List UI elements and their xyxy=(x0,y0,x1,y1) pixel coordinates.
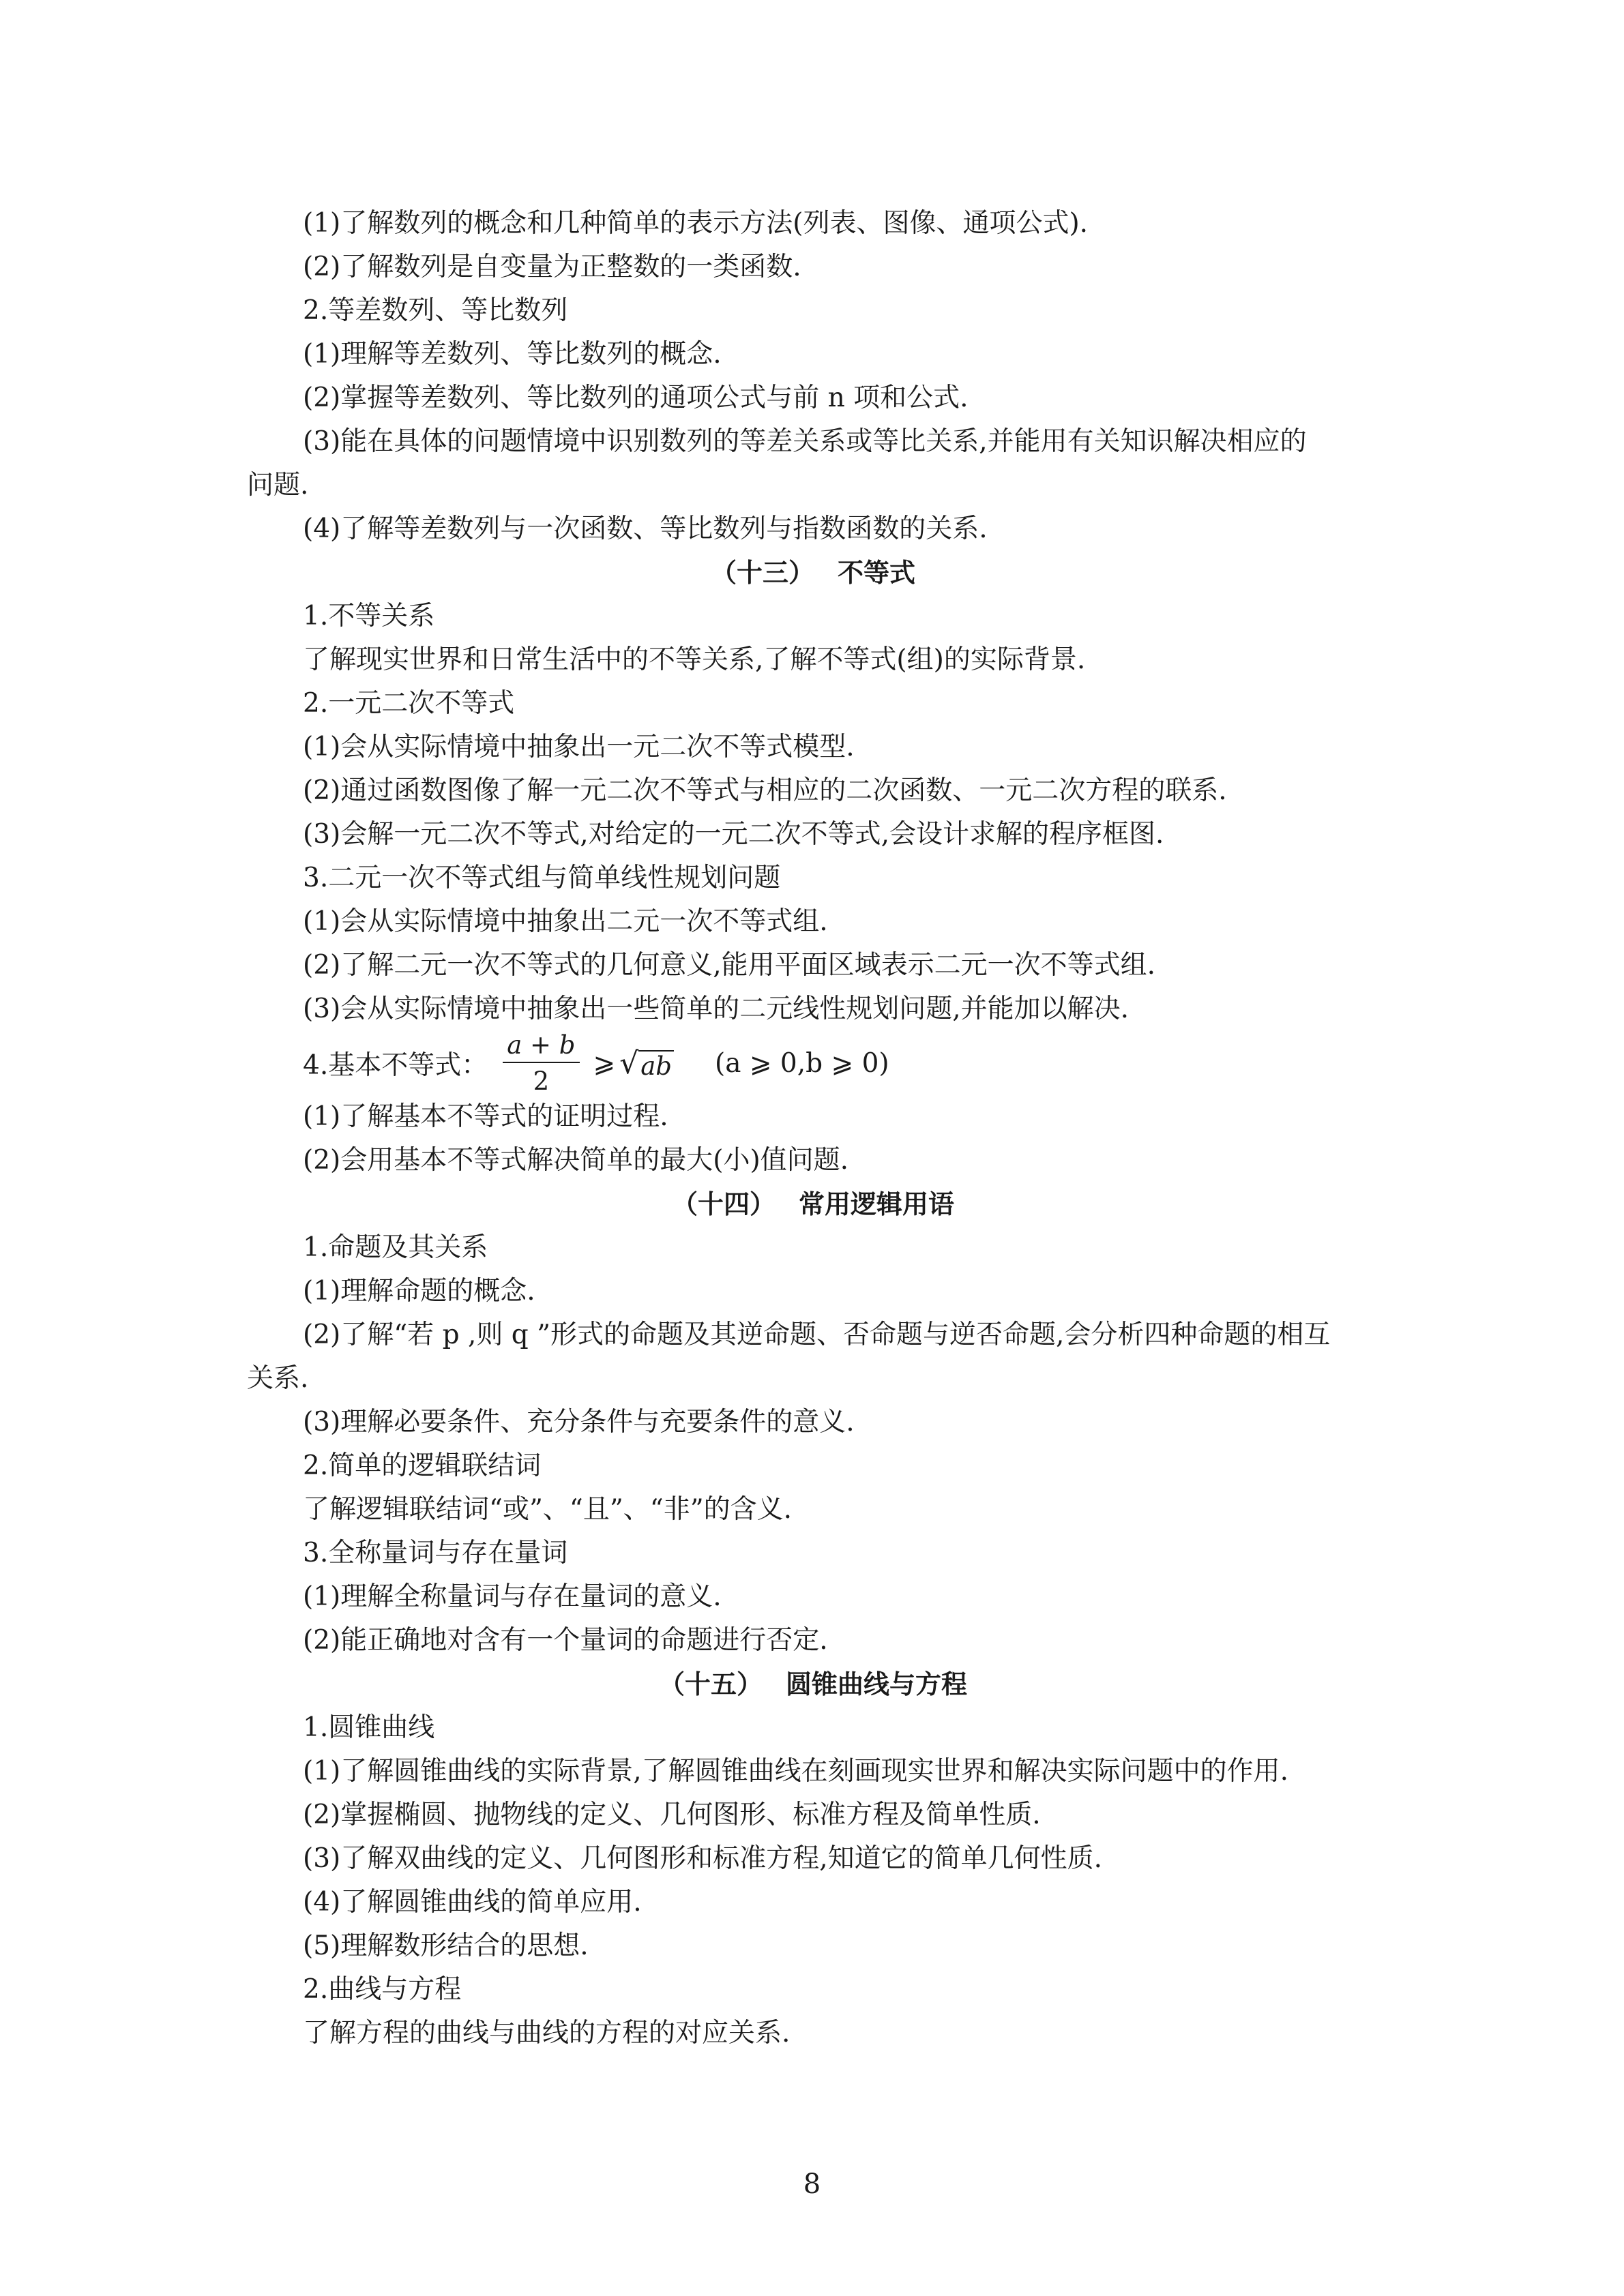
section-title: 不等式 xyxy=(838,558,916,588)
text-line: (1)了解基本不等式的证明过程. xyxy=(303,1101,668,1132)
formula-condition: (a ⩾ 0,b ⩾ 0) xyxy=(714,1047,889,1079)
text-line: (2)会用基本不等式解决简单的最大(小)值问题. xyxy=(303,1145,849,1176)
fraction xyxy=(503,1032,579,1094)
text-line: (1)理解全称量词与存在量词的意义. xyxy=(303,1581,722,1612)
text-line: (2)能正确地对含有一个量词的命题进行否定. xyxy=(303,1625,828,1656)
text-line-continued: 问题. xyxy=(247,470,309,501)
text-line: (2)了解二元一次不等式的几何意义,能用平面区域表示二元一次不等式组. xyxy=(303,950,1156,981)
text-line: (1)了解数列的概念和几种简单的表示方法(列表、图像、通项公式). xyxy=(303,208,1089,239)
text-line: (1)会从实际情境中抽象出二元一次不等式组. xyxy=(303,906,828,937)
section-title: 圆锥曲线与方程 xyxy=(786,1669,968,1699)
section-number: （十五） xyxy=(658,1669,763,1699)
section-title: 常用逻辑用语 xyxy=(799,1189,955,1219)
section-heading-13 xyxy=(247,551,1379,595)
subheading-line: 3.全称量词与存在量词 xyxy=(303,1538,568,1568)
section-number: （十三） xyxy=(710,558,814,588)
text-line: (3)会从实际情境中抽象出一些简单的二元线性规划问题,并能加以解决. xyxy=(303,994,1130,1024)
text-line: (2)了解“若 p ,则 q ”形式的命题及其逆命题、否命题与逆否命题,会分析四种命题的相互 xyxy=(303,1320,1331,1350)
subheading-line: 2.等差数列、等比数列 xyxy=(303,295,568,326)
text-line: 了解现实世界和日常生活中的不等关系,了解不等式(组)的实际背景. xyxy=(303,644,1086,675)
fraction-numerator: a + b xyxy=(503,1032,579,1063)
text-line: (1)了解圆锥曲线的实际背景,了解圆锥曲线在刻画现实世界和解决实际问题中的作用. xyxy=(303,1756,1289,1787)
radicand: ab xyxy=(638,1050,674,1081)
text-line: (4)了解圆锥曲线的简单应用. xyxy=(303,1887,642,1918)
text-line: (3)了解双曲线的定义、几何图形和标准方程,知道它的简单几何性质. xyxy=(303,1843,1103,1874)
section-heading-14 xyxy=(247,1182,1379,1226)
page-content xyxy=(247,202,1379,2055)
text-line: (2)掌握等差数列、等比数列的通项公式与前 n 项和公式. xyxy=(303,383,969,413)
text-line: (2)掌握椭圆、抛物线的定义、几何图形、标准方程及简单性质. xyxy=(303,1800,1041,1830)
text-line: (1)理解命题的概念. xyxy=(303,1276,535,1307)
text-line: (3)理解必要条件、充分条件与充要条件的意义. xyxy=(303,1407,855,1437)
basic-inequality-formula xyxy=(247,1031,1379,1095)
text-line: (4)了解等差数列与一次函数、等比数列与指数函数的关系. xyxy=(303,513,988,544)
text-line: 了解逻辑联结词“或”、“且”、“非”的含义. xyxy=(303,1494,793,1525)
fraction-denominator: 2 xyxy=(533,1067,550,1096)
text-line: (3)会解一元二次不等式,对给定的一元二次不等式,会设计求解的程序框图. xyxy=(303,819,1164,850)
text-line: (2)了解数列是自变量为正整数的一类函数. xyxy=(303,252,801,282)
subheading-line: 3.二元一次不等式组与简单线性规划问题 xyxy=(303,863,781,893)
subheading-line: 2.简单的逻辑联结词 xyxy=(303,1450,542,1481)
subheading-line: 2.曲线与方程 xyxy=(303,1974,462,2005)
geq-symbol: ⩾ xyxy=(593,1047,616,1079)
subheading-line: 2.一元二次不等式 xyxy=(303,688,515,719)
text-line: (1)会从实际情境中抽象出一元二次不等式模型. xyxy=(303,732,855,762)
section-heading-15 xyxy=(247,1663,1379,1706)
subheading-line: 1.命题及其关系 xyxy=(303,1232,488,1263)
text-line: (1)理解等差数列、等比数列的概念. xyxy=(303,339,722,370)
radical-sign: √ xyxy=(619,1045,639,1081)
text-line: 了解方程的曲线与曲线的方程的对应关系. xyxy=(303,2018,791,2048)
formula-label: 4.基本不等式： xyxy=(303,1050,488,1081)
text-line: (2)通过函数图像了解一元二次不等式与相应的二次函数、一元二次方程的联系. xyxy=(303,775,1227,806)
section-number: （十四） xyxy=(671,1189,776,1219)
subheading-line: 1.圆锥曲线 xyxy=(303,1712,435,1743)
subheading-line: 1.不等关系 xyxy=(303,601,435,631)
text-line-continued: 关系. xyxy=(247,1363,309,1394)
text-line: (3)能在具体的问题情境中识别数列的等差关系或等比关系,并能用有关知识解决相应的 xyxy=(303,426,1307,457)
text-line: (5)理解数形结合的思想. xyxy=(303,1930,589,1961)
square-root xyxy=(619,1046,674,1081)
page-number: 8 xyxy=(803,2168,821,2200)
